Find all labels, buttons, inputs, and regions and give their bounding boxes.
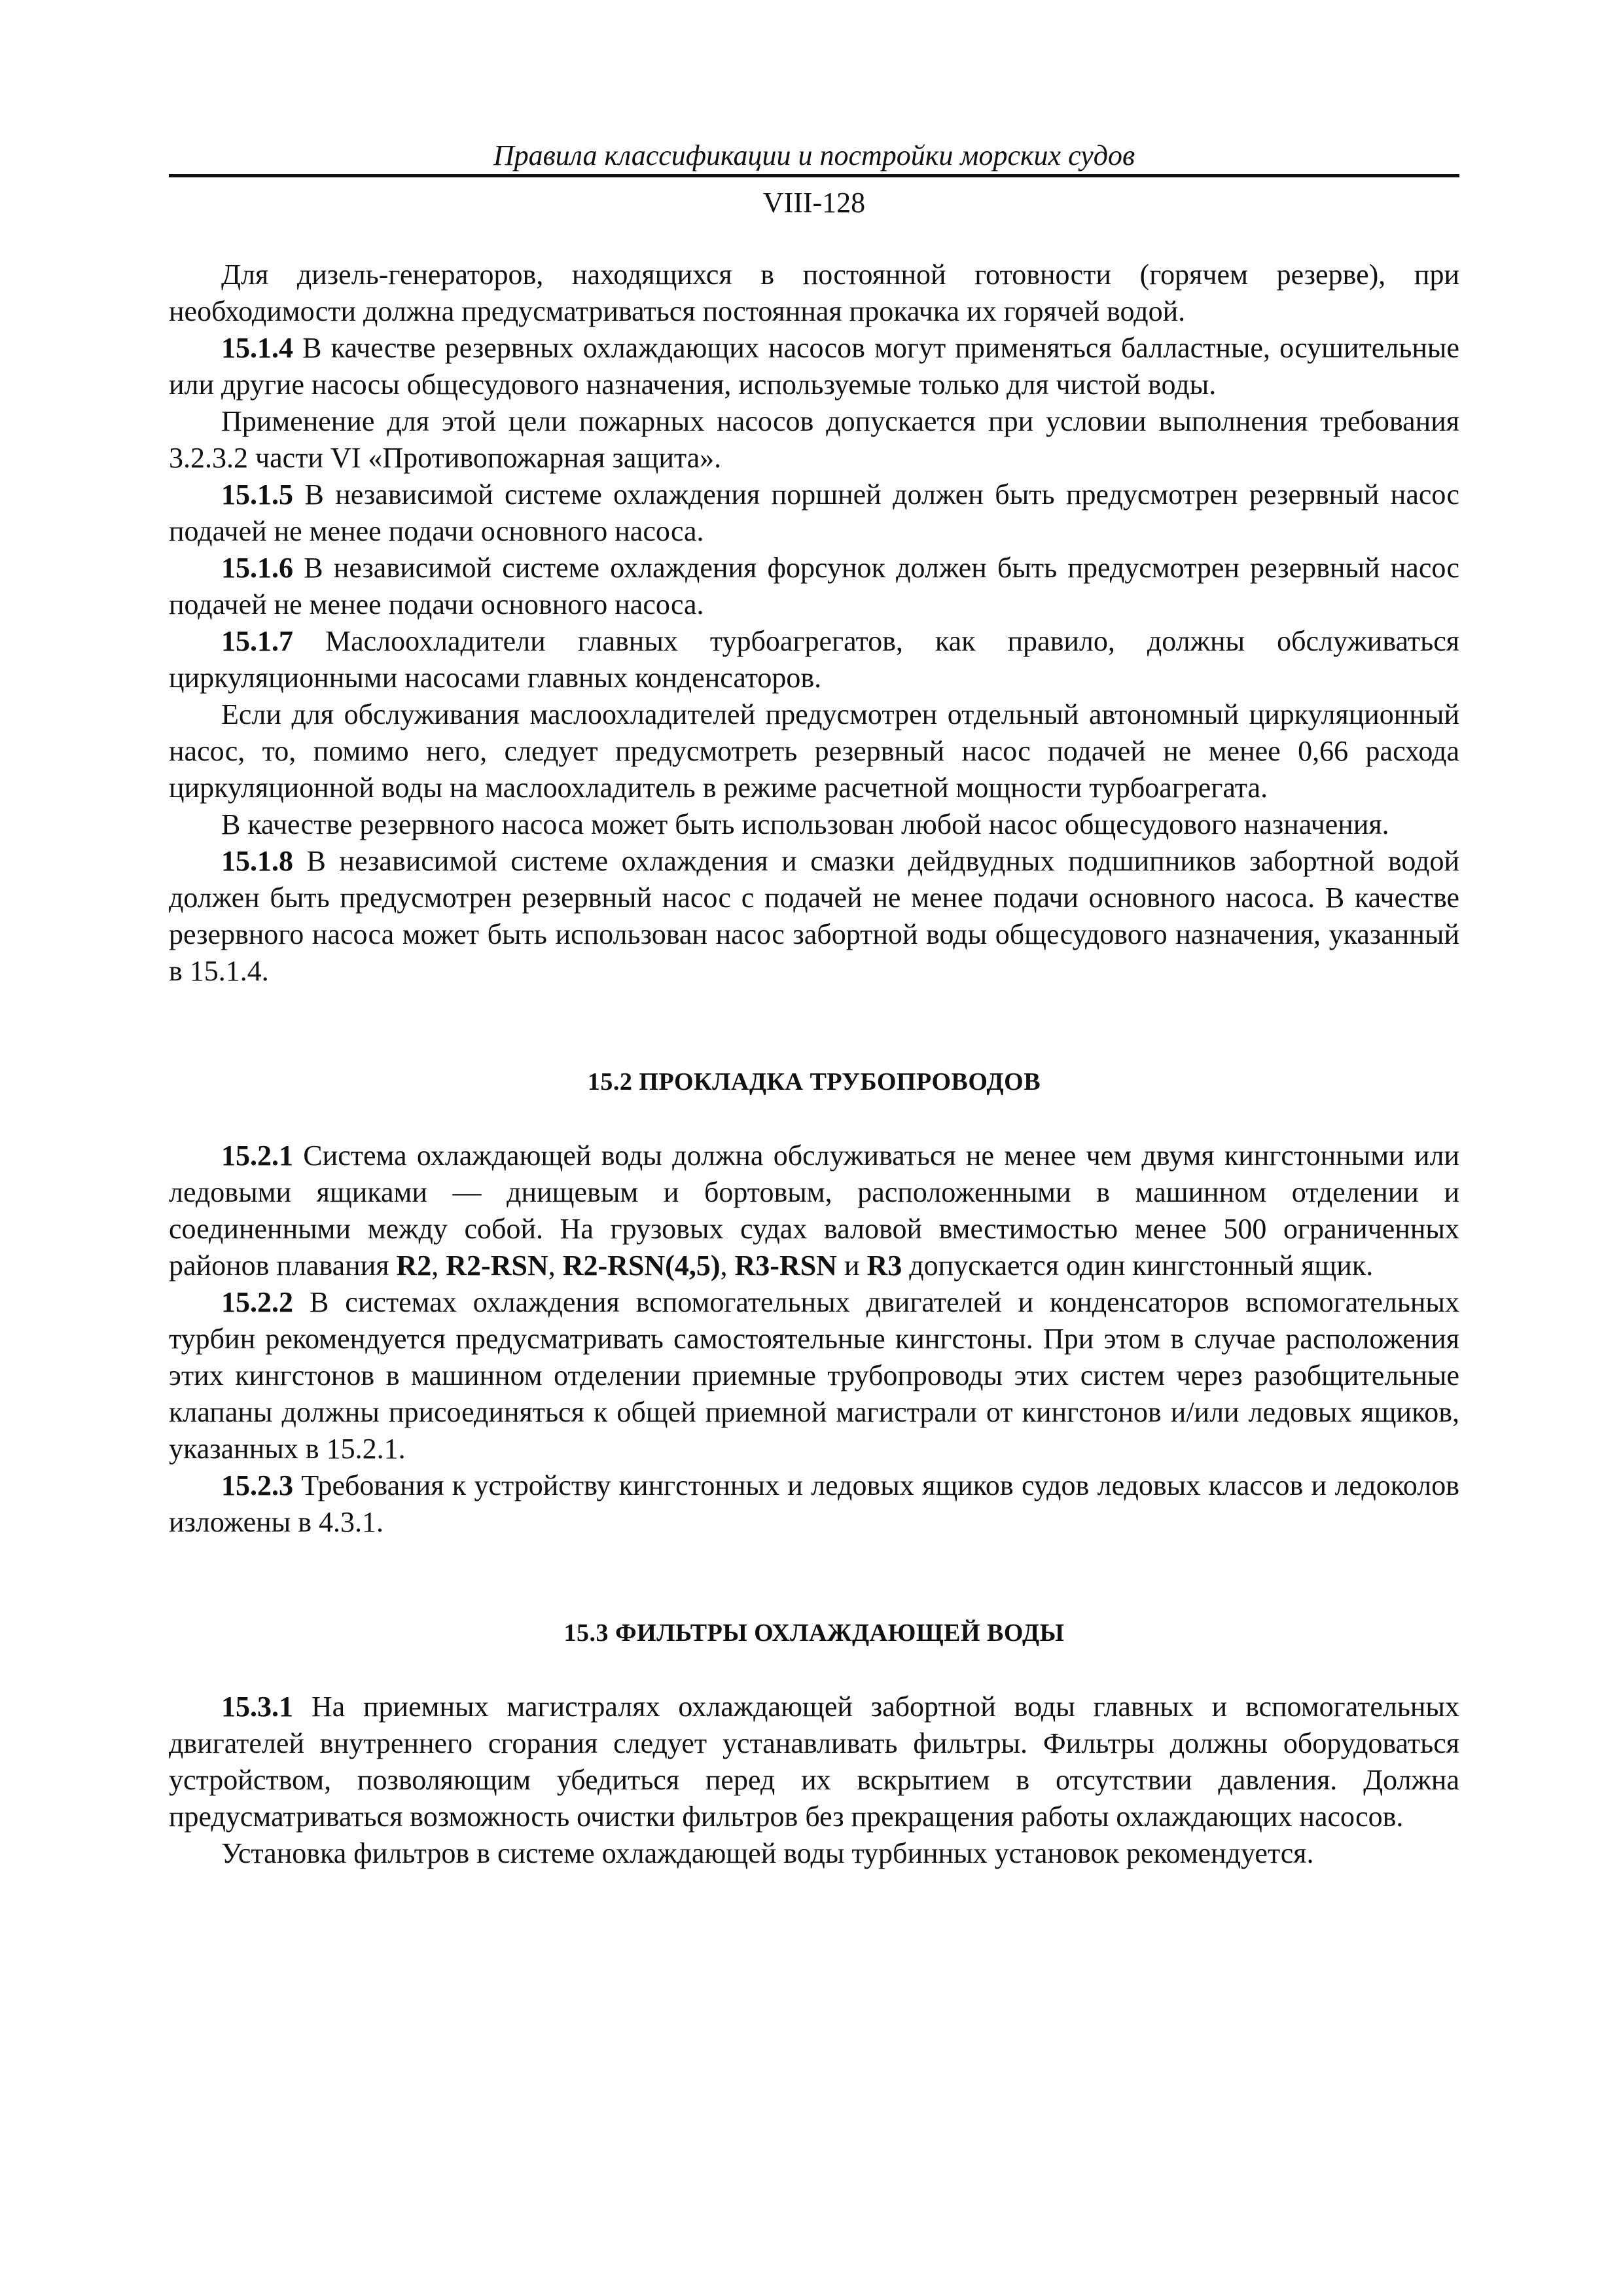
paragraph-turbine-filters: Установка фильтров в системе охлаждающей воды турбинных установок рекомендуется. [221, 1837, 1314, 1869]
clause-15-2-2 [169, 1284, 1459, 1467]
clause-15-2-1 [169, 1138, 1459, 1284]
clause-text: В независимой системе охлаждения форсунок должен быть предусмотрен резервный насос подачей не менее подачи основного насоса. [169, 552, 1459, 620]
spacer [169, 1649, 1459, 1689]
separator: , [548, 1249, 563, 1282]
clause-15-1-6 [169, 550, 1459, 623]
clause-15-1-7 [169, 623, 1459, 696]
separator: , [720, 1249, 735, 1282]
clause-15-1-5 [169, 476, 1459, 550]
clause-text: На приемных магистралях охлаждающей забортной воды главных и вспомогательных двигателей внутреннего сгорания следует устанавливать фильтры. Фильтры должны оборудоваться устройством, позволяющим убедиться перед их вскрытием в отсутствии давления. Должна предусматриваться возможность очистки фильтров без прекращения работы охлаждающих насосов. [169, 1691, 1459, 1833]
spacer [169, 990, 1459, 1066]
clause-text: Требования к устройству кингстонных и ледовых ящиков судов ледовых классов и ледоколов изложены в 4.3.1. [169, 1469, 1459, 1538]
clause-number: 15.3.1 [221, 1691, 293, 1723]
separator: и [836, 1249, 867, 1282]
clause-15-1-8 [169, 843, 1459, 990]
clause-15-1-4 [169, 330, 1459, 403]
section-heading-15-3: 15.3 ФИЛЬТРЫ ОХЛАЖДАЮЩЕЙ ВОДЫ [563, 1619, 1065, 1647]
class-notation: R3-RSN [734, 1249, 837, 1282]
paragraph-fire-pumps: Применение для этой цели пожарных насосов допускается при условии выполнения требования 3.2.3.2 части VI «Противопожарная защита». [169, 405, 1459, 474]
clause-text: В независимой системе охлаждения поршней должен быть предусмотрен резервный насос подачей не менее подачи основного насоса. [169, 478, 1459, 547]
class-notation: R2 [396, 1249, 432, 1282]
paragraph-reserve-pump: В качестве резервного насоса может быть использован любой насос общесудового назначения. [221, 808, 1389, 840]
spacer [169, 1098, 1459, 1138]
clause-number: 15.1.8 [221, 845, 293, 877]
separator: , [431, 1249, 446, 1282]
document-body [169, 257, 1459, 1872]
clause-number: 15.1.7 [221, 625, 293, 657]
clause-number: 15.2.2 [221, 1286, 293, 1318]
spacer [169, 1541, 1459, 1617]
clause-number: 15.1.4 [221, 332, 293, 364]
clause-15-3-1 [169, 1689, 1459, 1835]
clause-text: Система охлаждающей воды должна обслуживаться не менее чем двумя кингстонными или ледовыми ящиками — днищевым и бортовым, расположенными в машинном отделении и соединенными между собой. На грузовых судах валовой вместимостью менее 500 ограниченных районов плавания [169, 1139, 1459, 1282]
header-rule [169, 174, 1459, 177]
class-notation: R2-RSN(4,5) [562, 1249, 721, 1282]
clause-number: 15.2.1 [221, 1139, 293, 1172]
clause-text: Маслоохладители главных турбоагрегатов, как правило, должны обслуживаться циркуляционными насосами главных конденсаторов. [169, 625, 1459, 694]
clause-text: В независимой системе охлаждения и смазки дейдвудных подшипников забортной водой должен быть предусмотрен резервный насос с подачей не менее подачи основного насоса. В качестве резервного насоса может быть использован насос забортной воды общесудового назначения, указанный в 15.1.4. [169, 845, 1459, 987]
section-heading-15-2: 15.2 ПРОКЛАДКА ТРУБОПРОВОДОВ [587, 1068, 1041, 1096]
clause-text: допускается один кингстонный ящик. [902, 1249, 1374, 1282]
class-notation: R3 [866, 1249, 902, 1282]
paragraph-diesel-generators: Для дизель-генераторов, находящихся в постоянной готовности (горячем резерве), при необходимости должна предусматриваться постоянная прокачка их горячей водой. [169, 259, 1459, 327]
clause-15-2-3 [169, 1467, 1459, 1541]
paragraph-oil-coolers: Если для обслуживания маслоохладителей предусмотрен отдельный автономный циркуляционный насос, то, помимо него, следует предусмотреть резервный насос подачей не менее 0,66 расхода циркуляционной воды на маслоохладитель в режиме расчетной мощности турбоагрегата. [169, 698, 1459, 804]
running-title: Правила классификации и постройки морских судов [493, 139, 1135, 171]
class-notation: R2-RSN [446, 1249, 548, 1282]
clause-text: В качестве резервных охлаждающих насосов могут применяться балластные, осушительные или другие насосы общесудового назначения, используемые только для чистой воды. [169, 332, 1459, 401]
clause-number: 15.1.5 [221, 478, 293, 511]
page-number: VIII-128 [762, 187, 866, 219]
clause-number: 15.1.6 [221, 552, 293, 584]
clause-text: В системах охлаждения вспомогательных двигателей и конденсаторов вспомогательных турбин рекомендуется предусматривать самостоятельные кингстоны. При этом в случае расположения этих кингстонов в машинном отделении приемные трубопроводы этих систем через разобщительные клапаны должны присоединяться к общей приемной магистрали от кингстонов и/или ледовых ящиков, указанных в 15.2.1. [169, 1286, 1459, 1465]
clause-number: 15.2.3 [221, 1469, 293, 1501]
